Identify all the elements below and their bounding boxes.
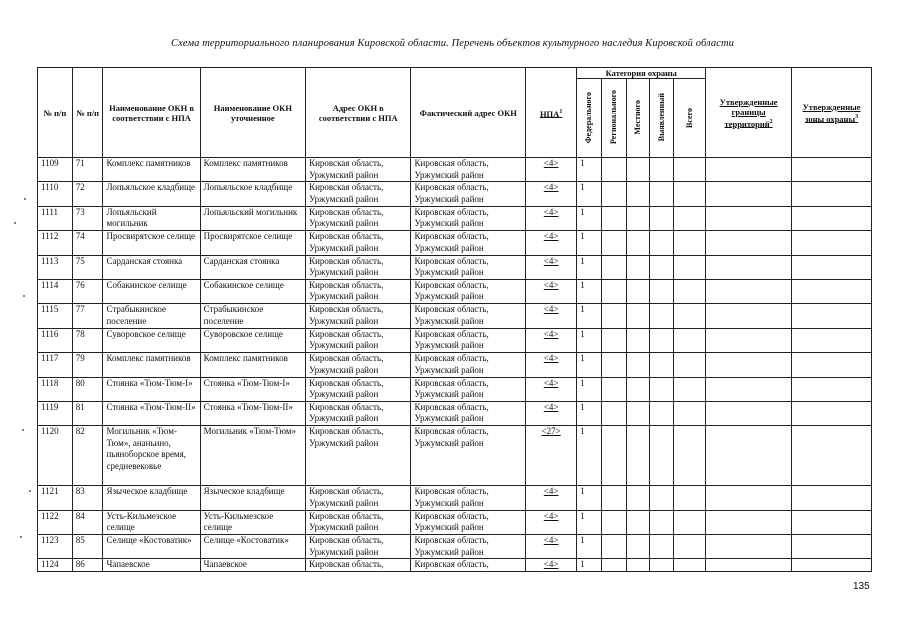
cell-cat-total: [674, 353, 706, 377]
cell-cat-local: [627, 377, 650, 401]
cell-cat-regional: [601, 304, 627, 328]
cell-cat-total: [674, 377, 706, 401]
cell-cat-local: [627, 255, 650, 279]
cell-npa: <4>: [526, 255, 577, 279]
cell-okn-name-refined: Просвирятское селище: [200, 231, 305, 255]
cell-cat-federal: 1: [577, 486, 602, 510]
cell-approved-zones: [792, 304, 872, 328]
cell-approved-borders: [706, 182, 792, 206]
cell-okn-name: Комплекс памятников: [103, 353, 200, 377]
header-okn-address: Адрес ОКН в соответствии с НПА: [306, 68, 411, 158]
scan-mark: [24, 198, 26, 200]
cell-no: 1118: [38, 377, 73, 401]
cell-cat-identified: [649, 328, 674, 352]
cell-actual-address: Кировская область, Уржумский район: [411, 328, 526, 352]
cell-npa: <4>: [526, 182, 577, 206]
cell-cat-total: [674, 279, 706, 303]
cell-okn-name: Стоянка «Тюм-Тюм-I»: [103, 377, 200, 401]
cell-cat-total: [674, 426, 706, 486]
cell-okn-address: Кировская область, Уржумский район: [306, 510, 411, 534]
cell-cat-federal: 1: [577, 255, 602, 279]
cell-cat-federal: 1: [577, 510, 602, 534]
cell-approved-borders: [706, 377, 792, 401]
cell-okn-name-refined: Селище «Костоватик»: [200, 535, 305, 559]
cell-no: 1114: [38, 279, 73, 303]
cell-approved-zones: [792, 231, 872, 255]
cell-cat-local: [627, 231, 650, 255]
cell-npa: <4>: [526, 535, 577, 559]
cell-cat-regional: [601, 401, 627, 425]
cell-okn-name-refined: Суворовское селище: [200, 328, 305, 352]
cell-approved-zones: [792, 401, 872, 425]
cell-npa: <27>: [526, 426, 577, 486]
table-row: [38, 182, 872, 206]
cell-cat-local: [627, 353, 650, 377]
cell-okn-name: Сарданская стоянка: [103, 255, 200, 279]
cell-actual-address: Кировская область, Уржумский район: [411, 158, 526, 182]
cell-okn-address: Кировская область, Уржумский район: [306, 182, 411, 206]
cell-cat-federal: 1: [577, 206, 602, 230]
cell-okn-name: Могильник «Тюм-Тюм», ананьино, пьяноборское время, средневековье: [103, 426, 200, 486]
cell-local-no: 83: [72, 486, 103, 510]
table-row: [38, 401, 872, 425]
cell-okn-address: Кировская область, Уржумский район: [306, 279, 411, 303]
cell-okn-name: Просвирятское селище: [103, 231, 200, 255]
cell-no: 1124: [38, 559, 73, 572]
cell-approved-zones: [792, 486, 872, 510]
cell-cat-identified: [649, 158, 674, 182]
cell-actual-address: Кировская область, Уржумский район: [411, 182, 526, 206]
cell-no: 1123: [38, 535, 73, 559]
cell-cat-regional: [601, 377, 627, 401]
header-cat-total: Всего: [674, 79, 706, 158]
cell-cat-identified: [649, 486, 674, 510]
cell-cat-federal: 1: [577, 535, 602, 559]
cell-approved-zones: [792, 353, 872, 377]
cell-cat-local: [627, 535, 650, 559]
table-row: [38, 353, 872, 377]
cell-no: 1112: [38, 231, 73, 255]
cell-okn-address: Кировская область, Уржумский район: [306, 486, 411, 510]
cell-no: 1122: [38, 510, 73, 534]
cell-cat-identified: [649, 510, 674, 534]
cell-cat-identified: [649, 182, 674, 206]
cell-okn-name: Суворовское селище: [103, 328, 200, 352]
cell-cat-identified: [649, 401, 674, 425]
cell-cat-total: [674, 304, 706, 328]
cell-cat-federal: 1: [577, 304, 602, 328]
cell-okn-address: Кировская область, Уржумский район: [306, 377, 411, 401]
cell-cat-federal: 1: [577, 353, 602, 377]
cell-cat-local: [627, 182, 650, 206]
table-row: [38, 304, 872, 328]
cell-approved-borders: [706, 255, 792, 279]
cell-cat-regional: [601, 559, 627, 572]
cell-okn-name-refined: Лопьяльское кладбище: [200, 182, 305, 206]
header-npa: НПА$^1$: [526, 68, 577, 158]
cell-cat-identified: [649, 559, 674, 572]
cell-cat-identified: [649, 353, 674, 377]
cell-cat-total: [674, 535, 706, 559]
cell-approved-zones: [792, 328, 872, 352]
cell-okn-name-refined: Языческое кладбище: [200, 486, 305, 510]
cell-okn-name: Страбыкинское поселение: [103, 304, 200, 328]
cell-cat-local: [627, 426, 650, 486]
cell-okn-address: Кировская область, Уржумский район: [306, 535, 411, 559]
cell-local-no: 75: [72, 255, 103, 279]
cell-cat-total: [674, 158, 706, 182]
cell-no: 1117: [38, 353, 73, 377]
header-cat-local: Местного: [627, 79, 650, 158]
cell-okn-address: Кировская область,: [306, 559, 411, 572]
cell-no: 1109: [38, 158, 73, 182]
cell-approved-borders: [706, 510, 792, 534]
cell-okn-name-refined: Стоянка «Тюм-Тюм-II»: [200, 401, 305, 425]
cell-okn-address: Кировская область, Уржумский район: [306, 353, 411, 377]
cell-approved-borders: [706, 231, 792, 255]
table-row: [38, 279, 872, 303]
cell-npa: <4>: [526, 401, 577, 425]
cell-actual-address: Кировская область, Уржумский район: [411, 255, 526, 279]
cell-actual-address: Кировская область, Уржумский район: [411, 206, 526, 230]
cell-okn-address: Кировская область, Уржумский район: [306, 401, 411, 425]
cell-cat-local: [627, 158, 650, 182]
page-number: 135: [853, 581, 870, 592]
cell-local-no: 72: [72, 182, 103, 206]
cell-approved-borders: [706, 206, 792, 230]
cell-cat-identified: [649, 426, 674, 486]
cell-approved-borders: [706, 535, 792, 559]
cell-okn-name-refined: Могильник «Тюм-Тюм»: [200, 426, 305, 486]
cell-okn-address: Кировская область, Уржумский район: [306, 304, 411, 328]
cell-cat-identified: [649, 231, 674, 255]
cell-npa: <4>: [526, 206, 577, 230]
cell-local-no: 78: [72, 328, 103, 352]
cell-no: 1119: [38, 401, 73, 425]
cell-okn-name-refined: Страбыкинское поселение: [200, 304, 305, 328]
cell-okn-name: Селище «Костоватик»: [103, 535, 200, 559]
cell-cat-regional: [601, 328, 627, 352]
table-row: [38, 559, 872, 572]
table-row: [38, 486, 872, 510]
cell-okn-name: Собакинское селище: [103, 279, 200, 303]
scan-mark: [20, 536, 22, 538]
cell-approved-zones: [792, 510, 872, 534]
cell-cat-regional: [601, 510, 627, 534]
cell-no: 1121: [38, 486, 73, 510]
cell-no: 1113: [38, 255, 73, 279]
cell-npa: <4>: [526, 510, 577, 534]
cell-cat-total: [674, 401, 706, 425]
cell-local-no: 74: [72, 231, 103, 255]
header-cat-federal: Федерального: [577, 79, 602, 158]
cell-approved-zones: [792, 158, 872, 182]
cell-npa: <4>: [526, 377, 577, 401]
cell-okn-address: Кировская область, Уржумский район: [306, 231, 411, 255]
cell-okn-name-refined: Усть-Кильмезское селище: [200, 510, 305, 534]
cell-actual-address: Кировская область, Уржумский район: [411, 353, 526, 377]
header-okn-name-refined: Наименование ОКН уточненное: [200, 68, 305, 158]
cell-cat-federal: 1: [577, 426, 602, 486]
cell-approved-borders: [706, 279, 792, 303]
scan-mark: [29, 490, 31, 492]
cell-actual-address: Кировская область, Уржумский район: [411, 535, 526, 559]
cell-cat-local: [627, 510, 650, 534]
cell-actual-address: Кировская область,: [411, 559, 526, 572]
scan-mark: [22, 429, 24, 431]
cell-npa: <4>: [526, 304, 577, 328]
cell-cat-local: [627, 559, 650, 572]
cell-local-no: 86: [72, 559, 103, 572]
cell-local-no: 84: [72, 510, 103, 534]
cell-okn-name: Усть-Кильмезское селище: [103, 510, 200, 534]
cell-cat-federal: 1: [577, 559, 602, 572]
cell-cat-regional: [601, 182, 627, 206]
cell-approved-borders: [706, 158, 792, 182]
cell-no: 1111: [38, 206, 73, 230]
cell-okn-name: Языческое кладбище: [103, 486, 200, 510]
cell-cat-federal: 1: [577, 377, 602, 401]
cell-approved-zones: [792, 535, 872, 559]
table-row: [38, 206, 872, 230]
cell-approved-borders: [706, 486, 792, 510]
cell-okn-name-refined: Чапаевское: [200, 559, 305, 572]
scan-mark: [23, 295, 25, 297]
cell-local-no: 73: [72, 206, 103, 230]
cell-npa: <4>: [526, 486, 577, 510]
cell-no: 1110: [38, 182, 73, 206]
header-no-pp-local: № п/п: [72, 68, 103, 158]
cell-approved-borders: [706, 353, 792, 377]
header-approved-zones: Утвержденные зоны охраны$^3$: [792, 68, 872, 158]
cell-cat-local: [627, 206, 650, 230]
cell-local-no: 82: [72, 426, 103, 486]
cell-local-no: 71: [72, 158, 103, 182]
header-cat-regional: Регионального: [601, 79, 627, 158]
cell-cat-regional: [601, 255, 627, 279]
cell-approved-zones: [792, 182, 872, 206]
cell-actual-address: Кировская область, Уржумский район: [411, 510, 526, 534]
cell-actual-address: Кировская область, Уржумский район: [411, 377, 526, 401]
cell-actual-address: Кировская область, Уржумский район: [411, 304, 526, 328]
cell-cat-local: [627, 328, 650, 352]
cell-cat-federal: 1: [577, 401, 602, 425]
cell-local-no: 79: [72, 353, 103, 377]
header-no-pp: № п/п: [38, 68, 73, 158]
cell-cat-identified: [649, 535, 674, 559]
cell-cat-identified: [649, 255, 674, 279]
header-okn-name: Наименование ОКН в соответствии с НПА: [103, 68, 200, 158]
cell-okn-address: Кировская область, Уржумский район: [306, 426, 411, 486]
cell-okn-name-refined: Комплекс памятников: [200, 353, 305, 377]
cell-no: 1120: [38, 426, 73, 486]
cell-cat-regional: [601, 231, 627, 255]
cell-cat-total: [674, 559, 706, 572]
cell-cat-federal: 1: [577, 182, 602, 206]
cell-okn-address: Кировская область, Уржумский район: [306, 328, 411, 352]
cell-cat-federal: 1: [577, 279, 602, 303]
cell-okn-address: Кировская область, Уржумский район: [306, 206, 411, 230]
page-title: Схема территориального планирования Кировской области. Перечень объектов культурного наследия Кировской области: [170, 38, 735, 49]
cell-cat-total: [674, 510, 706, 534]
cell-okn-name: Чапаевское: [103, 559, 200, 572]
cell-cat-identified: [649, 206, 674, 230]
table-row: [38, 535, 872, 559]
table-body: [38, 158, 872, 572]
table-row: [38, 255, 872, 279]
cell-npa: <4>: [526, 353, 577, 377]
cell-actual-address: Кировская область, Уржумский район: [411, 426, 526, 486]
cell-cat-local: [627, 279, 650, 303]
header-cat-identified: Выявленный: [649, 79, 674, 158]
cell-okn-name: Стоянка «Тюм-Тюм-II»: [103, 401, 200, 425]
cell-cat-regional: [601, 158, 627, 182]
cell-okn-name: Лопьяльский могильник: [103, 206, 200, 230]
cell-cat-regional: [601, 206, 627, 230]
header-actual-address: Фактический адрес ОКН: [411, 68, 526, 158]
cell-cat-regional: [601, 426, 627, 486]
cell-cat-total: [674, 328, 706, 352]
cell-approved-borders: [706, 426, 792, 486]
cell-cat-local: [627, 401, 650, 425]
cell-cat-local: [627, 304, 650, 328]
cell-approved-borders: [706, 401, 792, 425]
cell-cat-total: [674, 182, 706, 206]
cell-cat-regional: [601, 353, 627, 377]
table-row: [38, 377, 872, 401]
cell-okn-address: Кировская область, Уржумский район: [306, 255, 411, 279]
cell-approved-borders: [706, 304, 792, 328]
cell-actual-address: Кировская область, Уржумский район: [411, 401, 526, 425]
cell-cat-federal: 1: [577, 328, 602, 352]
cell-local-no: 77: [72, 304, 103, 328]
table-row: [38, 426, 872, 486]
cell-npa: <4>: [526, 158, 577, 182]
cell-no: 1115: [38, 304, 73, 328]
cell-approved-zones: [792, 377, 872, 401]
cell-approved-borders: [706, 559, 792, 572]
table-row: [38, 510, 872, 534]
cell-npa: <4>: [526, 231, 577, 255]
cell-npa: <4>: [526, 328, 577, 352]
cell-local-no: 76: [72, 279, 103, 303]
cell-okn-name: Лопьяльское кладбище: [103, 182, 200, 206]
cell-cat-federal: 1: [577, 231, 602, 255]
cell-approved-zones: [792, 559, 872, 572]
cell-cat-regional: [601, 535, 627, 559]
cell-local-no: 85: [72, 535, 103, 559]
cell-approved-borders: [706, 328, 792, 352]
table-row: [38, 231, 872, 255]
cell-okn-name-refined: Сарданская стоянка: [200, 255, 305, 279]
cell-cat-identified: [649, 279, 674, 303]
header-category-group: Категория охраны: [577, 68, 706, 79]
cell-cat-identified: [649, 304, 674, 328]
cell-okn-name: Комплекс памятников: [103, 158, 200, 182]
cell-cat-regional: [601, 279, 627, 303]
cell-okn-name-refined: Комплекс памятников: [200, 158, 305, 182]
cell-okn-name-refined: Стоянка «Тюм-Тюм-I»: [200, 377, 305, 401]
header-approved-borders: Утвержденные границы территорий$^2$: [706, 68, 792, 158]
scan-mark: [14, 222, 16, 224]
cell-approved-zones: [792, 426, 872, 486]
cell-cat-total: [674, 486, 706, 510]
heritage-objects-table: [37, 67, 872, 572]
cell-approved-zones: [792, 279, 872, 303]
cell-npa: <4>: [526, 559, 577, 572]
cell-cat-federal: 1: [577, 158, 602, 182]
cell-cat-total: [674, 231, 706, 255]
cell-cat-total: [674, 206, 706, 230]
table-row: [38, 158, 872, 182]
cell-actual-address: Кировская область, Уржумский район: [411, 279, 526, 303]
cell-approved-zones: [792, 206, 872, 230]
cell-actual-address: Кировская область, Уржумский район: [411, 486, 526, 510]
cell-okn-name-refined: Лопьяльский могильник: [200, 206, 305, 230]
cell-actual-address: Кировская область, Уржумский район: [411, 231, 526, 255]
cell-npa: <4>: [526, 279, 577, 303]
cell-cat-identified: [649, 377, 674, 401]
cell-okn-name-refined: Собакинское селище: [200, 279, 305, 303]
cell-approved-zones: [792, 255, 872, 279]
cell-okn-address: Кировская область, Уржумский район: [306, 158, 411, 182]
cell-cat-total: [674, 255, 706, 279]
cell-local-no: 80: [72, 377, 103, 401]
cell-local-no: 81: [72, 401, 103, 425]
table-row: [38, 328, 872, 352]
cell-cat-regional: [601, 486, 627, 510]
cell-no: 1116: [38, 328, 73, 352]
cell-cat-local: [627, 486, 650, 510]
